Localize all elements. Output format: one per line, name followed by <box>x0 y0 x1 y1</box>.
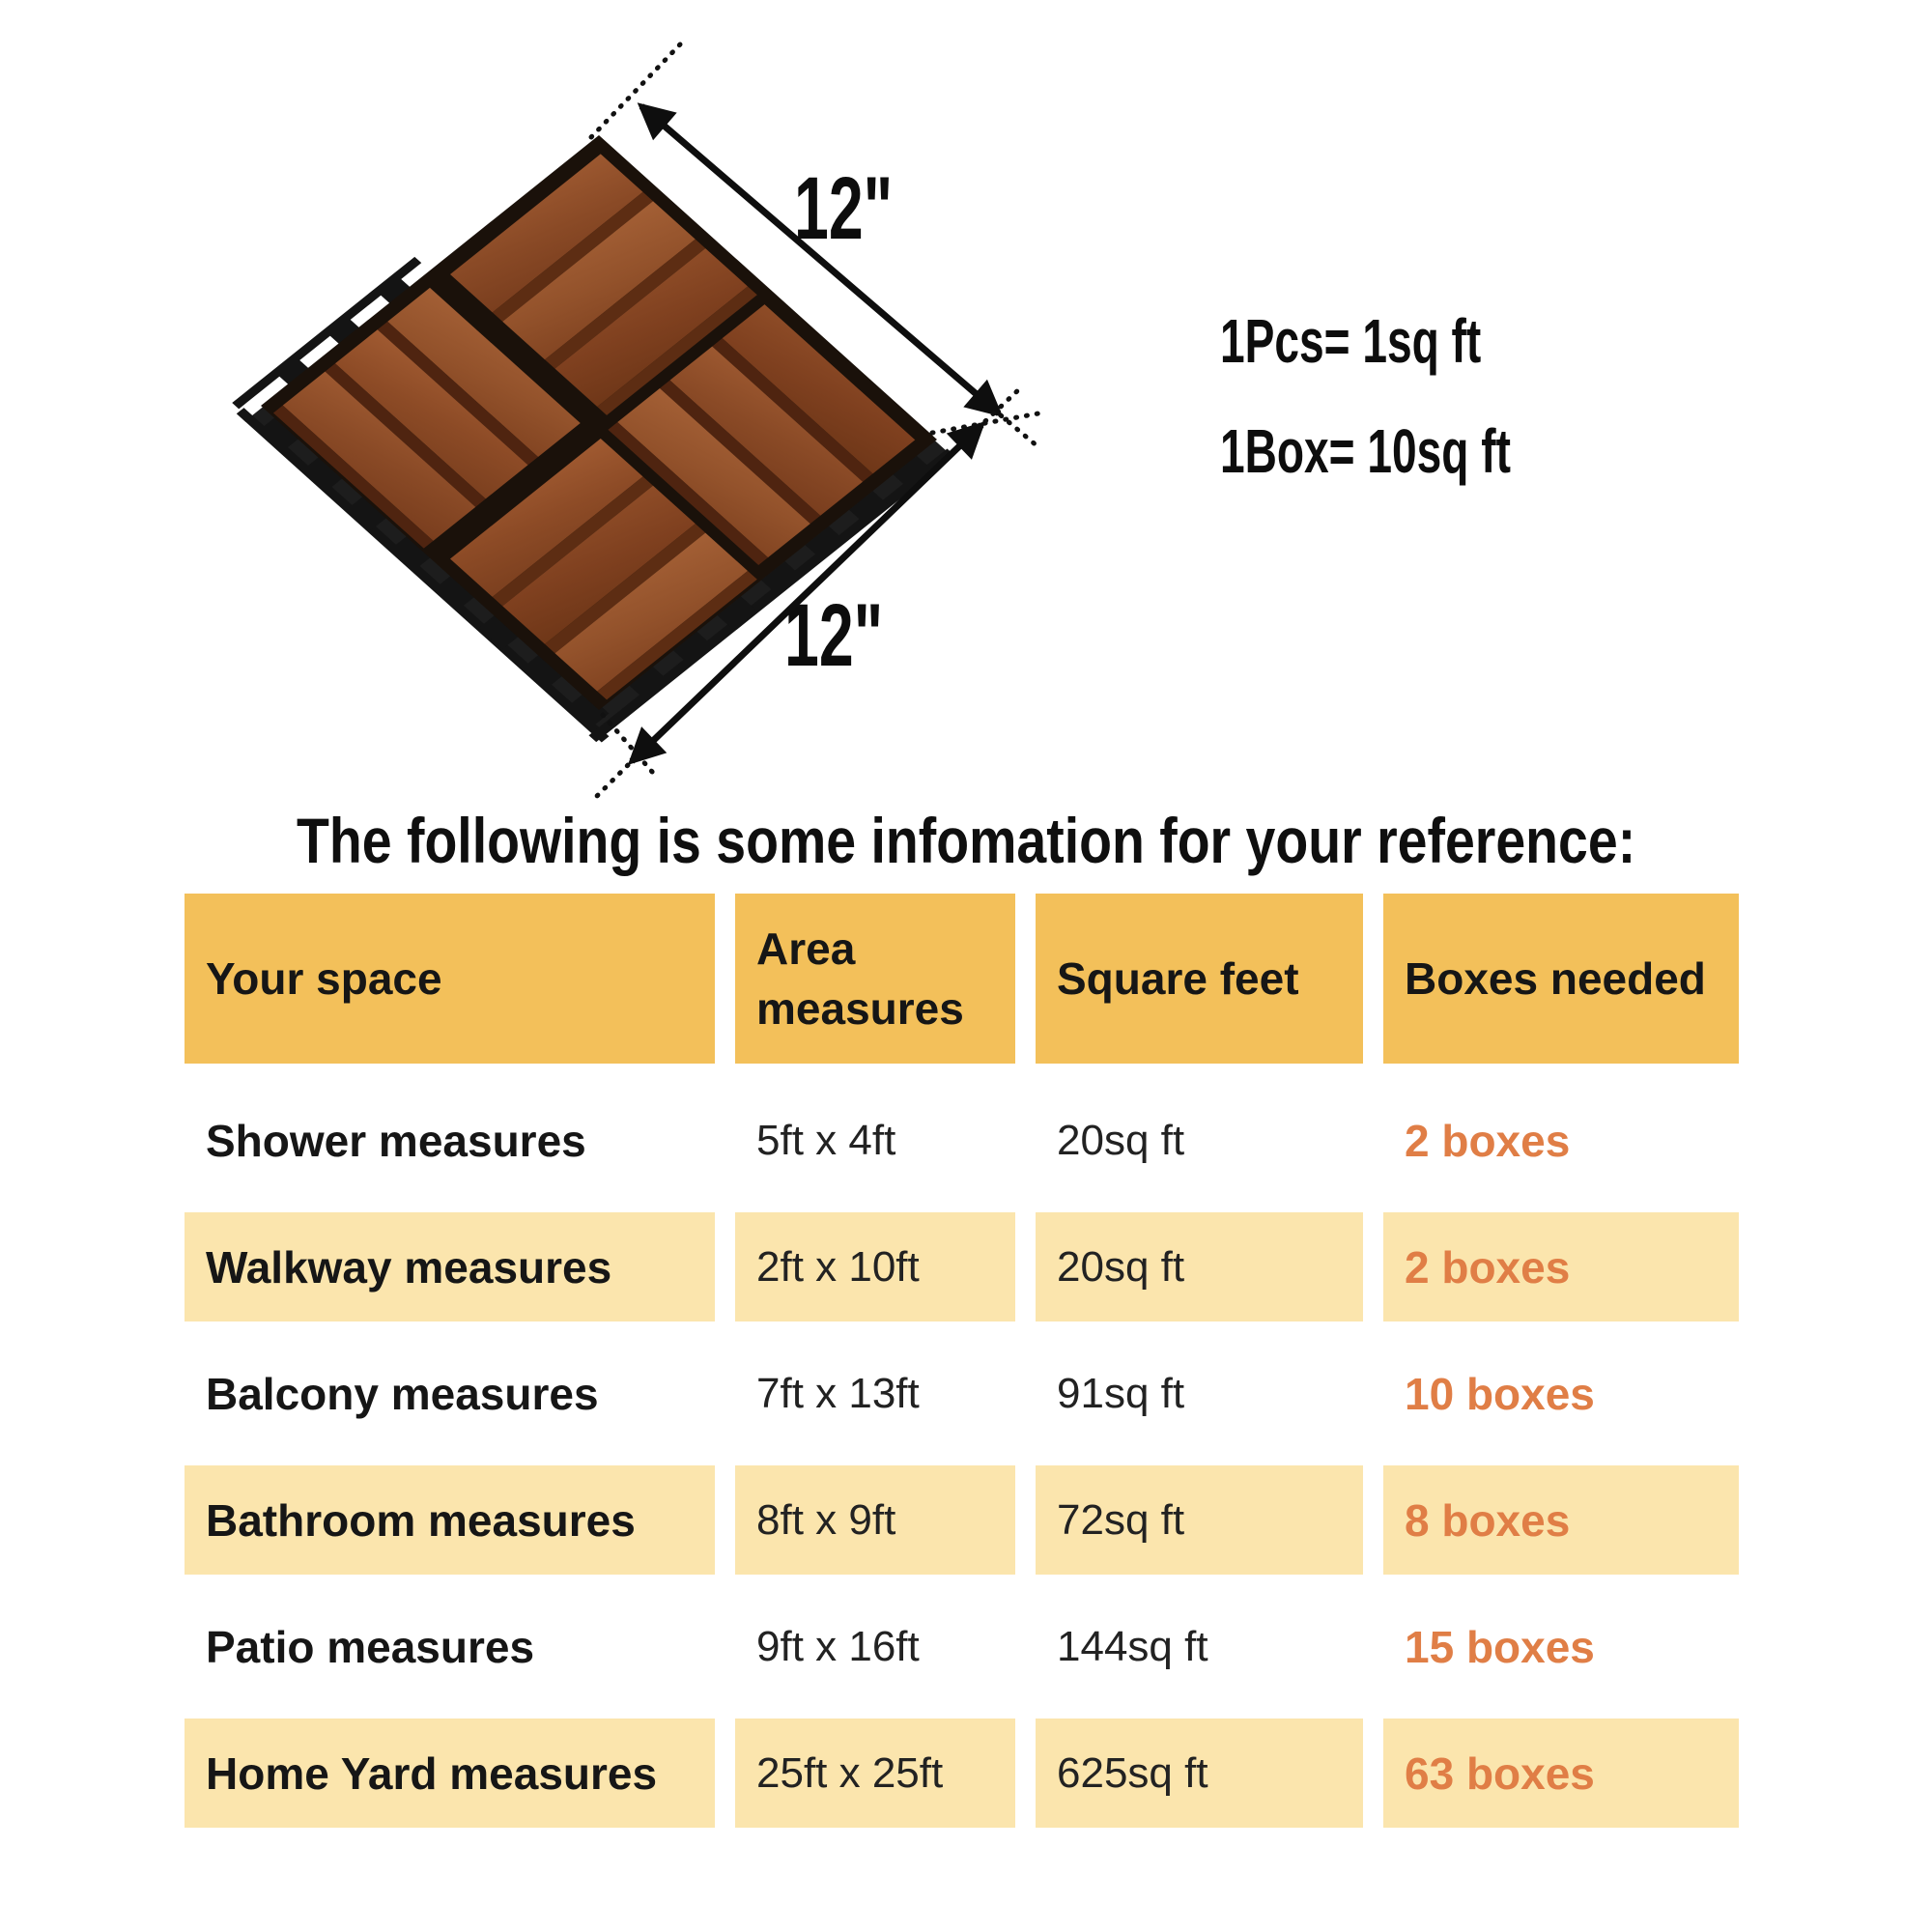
table-row <box>185 1583 1741 1710</box>
cell-area-measures: 25ft x 25ft <box>735 1719 1015 1828</box>
header-your-space: Your space <box>185 894 715 1064</box>
dimension-label-top: 12" <box>794 159 894 258</box>
table-body <box>185 1077 1741 1836</box>
table-row <box>185 1077 1741 1204</box>
reference-table <box>185 894 1741 1836</box>
table-row <box>185 1710 1741 1836</box>
cell-boxes-needed: 2 boxes <box>1405 1115 1571 1166</box>
info-box-line: 1Box= 10sq ft <box>1220 416 1511 486</box>
table-header-row <box>185 894 1741 1064</box>
cell-boxes-needed: 63 boxes <box>1383 1719 1739 1828</box>
cell-boxes-needed: 2 boxes <box>1383 1212 1739 1321</box>
table-row <box>185 1330 1741 1457</box>
cell-square-feet: 91sq ft <box>1057 1369 1185 1417</box>
header-square-feet: Square feet <box>1036 894 1363 1064</box>
cell-square-feet: 72sq ft <box>1036 1465 1363 1575</box>
header-area-measures: Area measures <box>735 894 1015 1064</box>
cell-square-feet: 20sq ft <box>1057 1116 1185 1164</box>
table-row <box>185 1457 1741 1583</box>
cell-area-measures: 7ft x 13ft <box>756 1369 920 1417</box>
cell-area-measures: 9ft x 16ft <box>756 1622 920 1670</box>
cell-your-space: Shower measures <box>206 1115 586 1166</box>
cell-square-feet: 144sq ft <box>1057 1622 1208 1670</box>
cell-your-space: Walkway measures <box>185 1212 715 1321</box>
info-pcs-line: 1Pcs= 1sq ft <box>1220 306 1482 376</box>
cell-square-feet: 625sq ft <box>1036 1719 1363 1828</box>
dimension-label-bottom: 12" <box>784 586 884 685</box>
deck-tile-illustration <box>0 0 1932 850</box>
cell-boxes-needed: 8 boxes <box>1383 1465 1739 1575</box>
cell-area-measures: 5ft x 4ft <box>756 1116 896 1164</box>
cell-area-measures: 2ft x 10ft <box>735 1212 1015 1321</box>
cell-your-space: Patio measures <box>206 1621 535 1672</box>
cell-boxes-needed: 10 boxes <box>1405 1368 1595 1419</box>
cell-your-space: Home Yard measures <box>185 1719 715 1828</box>
page-title: The following is some infomation for your reference: <box>296 805 1636 876</box>
cell-your-space: Bathroom measures <box>185 1465 715 1575</box>
cell-your-space: Balcony measures <box>206 1368 599 1419</box>
cell-area-measures: 8ft x 9ft <box>735 1465 1015 1575</box>
cell-square-feet: 20sq ft <box>1036 1212 1363 1321</box>
table-row <box>185 1204 1741 1330</box>
cell-boxes-needed: 15 boxes <box>1405 1621 1595 1672</box>
header-boxes-needed: Boxes needed <box>1383 894 1739 1064</box>
